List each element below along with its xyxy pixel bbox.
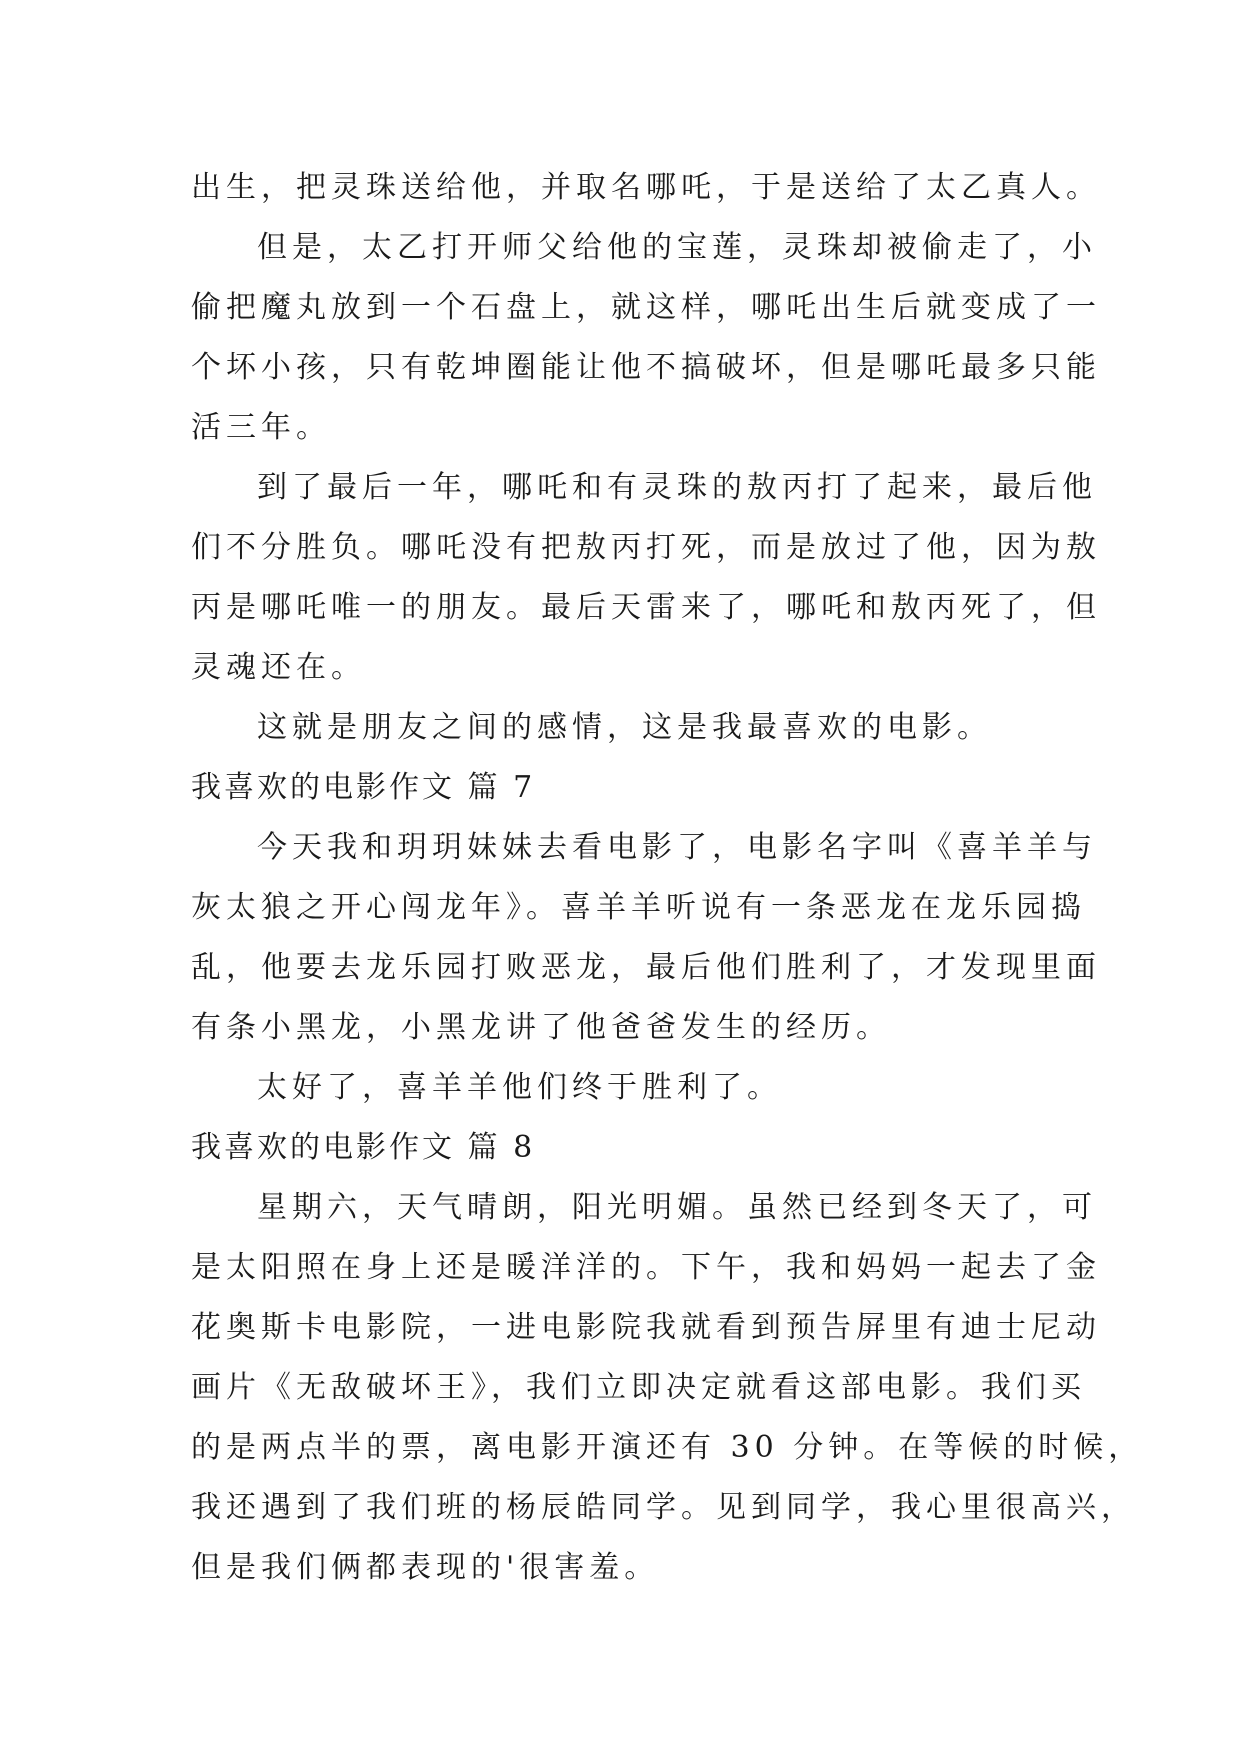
paragraph-first-line: 到了最后一年，哪吒和有灵珠的敖丙打了起来，最后他 <box>257 470 1097 505</box>
paragraph-first-line: 这就是朋友之间的感情，这是我最喜欢的电影。 <box>257 710 992 745</box>
section-heading: 我喜欢的电影作文 篇 7 <box>191 770 536 805</box>
text-line: 活三年。 <box>191 410 331 445</box>
section-heading: 我喜欢的电影作文 篇 8 <box>191 1130 536 1165</box>
text-line: 画片《无敌破坏王》，我们立即决定就看这部电影。我们买 <box>191 1370 1086 1405</box>
text-line: 我还遇到了我们班的杨辰皓同学。见到同学，我心里很高兴， <box>191 1490 1136 1525</box>
text-line: 的是两点半的票，离电影开演还有 30 分钟。在等候的时候， <box>191 1430 1144 1465</box>
text-line: 乱，他要去龙乐园打败恶龙，最后他们胜利了，才发现里面 <box>191 950 1101 985</box>
text-line: 有条小黑龙，小黑龙讲了他爸爸发生的经历。 <box>191 1010 891 1045</box>
paragraph-first-line: 太好了，喜羊羊他们终于胜利了。 <box>257 1070 782 1105</box>
paragraph-first-line: 但是，太乙打开师父给他的宝莲，灵珠却被偷走了，小 <box>257 230 1097 265</box>
text-line: 丙是哪吒唯一的朋友。最后天雷来了，哪吒和敖丙死了，但 <box>191 590 1101 625</box>
text-line: 花奥斯卡电影院，一进电影院我就看到预告屏里有迪士尼动 <box>191 1310 1101 1345</box>
document-body <box>191 158 1144 1598</box>
text-line: 是太阳照在身上还是暖洋洋的。下午，我和妈妈一起去了金 <box>191 1250 1101 1285</box>
text-line: 们不分胜负。哪吒没有把敖丙打死，而是放过了他，因为敖 <box>191 530 1101 565</box>
text-line: 个坏小孩，只有乾坤圈能让他不搞破坏，但是哪吒最多只能 <box>191 350 1101 385</box>
text-line: 偷把魔丸放到一个石盘上，就这样，哪吒出生后就变成了一 <box>191 290 1101 325</box>
text-line: 灵魂还在。 <box>191 650 366 685</box>
text-line: 出生，把灵珠送给他，并取名哪吒，于是送给了太乙真人。 <box>191 170 1101 205</box>
text-line: 灰太狼之开心闯龙年》。喜羊羊听说有一条恶龙在龙乐园捣 <box>191 890 1086 925</box>
paragraph-first-line: 今天我和玥玥妹妹去看电影了，电影名字叫《喜羊羊与 <box>257 830 1097 865</box>
paragraph-first-line: 星期六，天气晴朗，阳光明媚。虽然已经到冬天了，可 <box>257 1190 1097 1225</box>
text-line: 但是我们俩都表现的'很害羞。 <box>191 1550 660 1585</box>
